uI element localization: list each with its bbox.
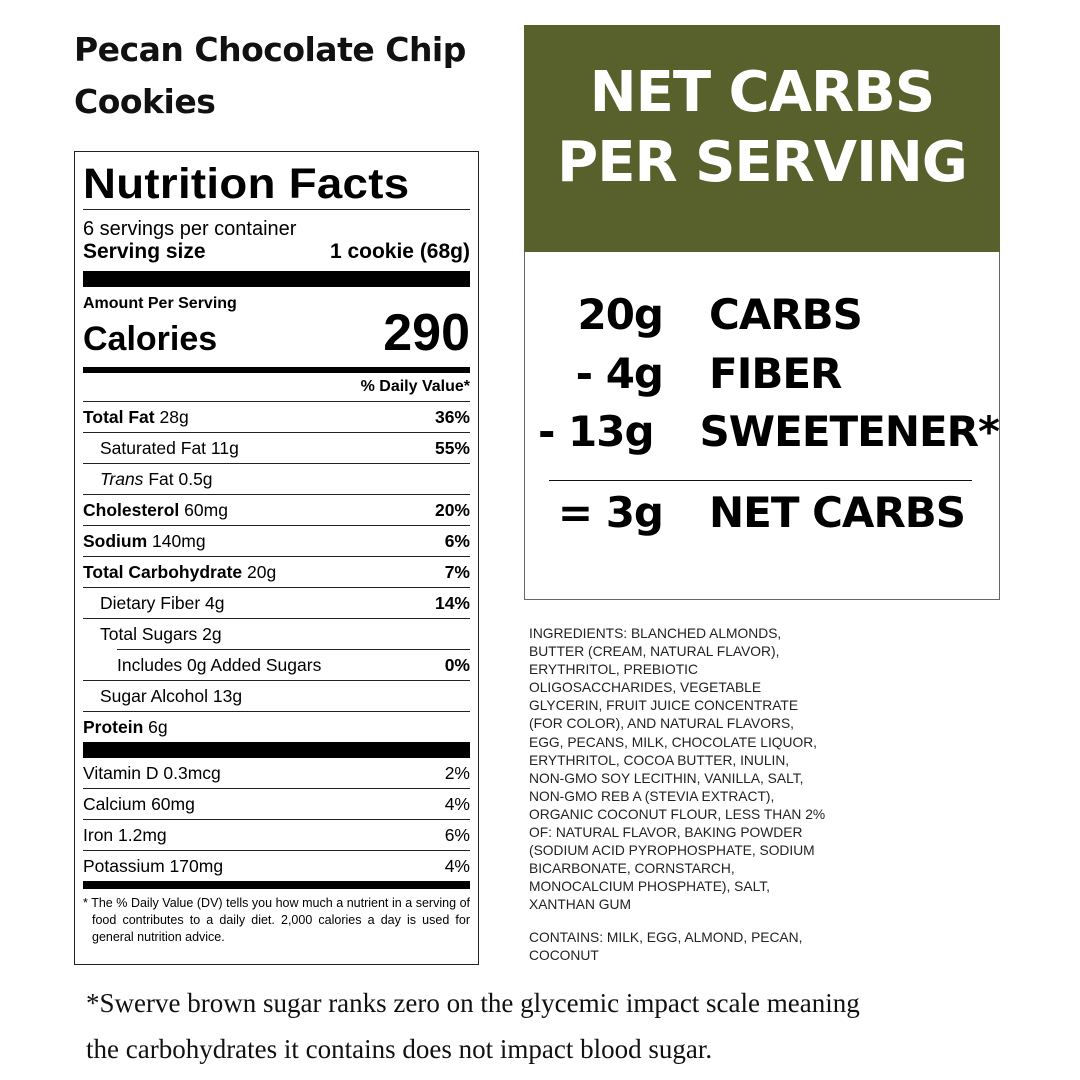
nutrient-name: Saturated Fat	[100, 437, 207, 458]
calories-label: Calories	[83, 320, 218, 358]
nutrient-name-italic: Trans	[100, 468, 144, 489]
vitamin-row	[83, 788, 470, 819]
servings-per-container: 6 servings per container	[83, 218, 297, 240]
nutrient-amount: 60mg	[184, 499, 228, 520]
nutrient-pct: 55%	[434, 437, 470, 458]
nutrient-row-added-sugars	[117, 649, 470, 680]
nutrient-name: Total Sugars	[100, 623, 198, 644]
nutrient-pct: 14%	[434, 592, 470, 613]
ingredients-line: XANTHAN GUM	[529, 897, 631, 913]
serving-size-label: Serving size	[83, 240, 206, 263]
nutrient-name: Sodium	[83, 530, 148, 551]
serving-size-value: 1 cookie (68g)	[329, 240, 470, 263]
ingredients-line: OLIGOSACCHARIDES, VEGETABLE	[529, 680, 762, 696]
nutrient-row-total-carbohydrate	[83, 556, 470, 587]
nutrient-row-trans-fat	[83, 463, 470, 494]
serving-size-row	[83, 240, 470, 264]
net-carbs-label: FIBER	[709, 349, 842, 398]
vitamin-pct: 4%	[444, 855, 470, 876]
net-carbs-header	[524, 25, 1000, 252]
ingredients-block	[529, 625, 874, 965]
nutrient-pct: 7%	[444, 561, 470, 582]
vitamin-pct: 6%	[444, 824, 470, 845]
nutrient-row-sugar-alcohol	[83, 680, 470, 711]
ingredients-line: (SODIUM ACID PYROPHOSPHATE, SODIUM	[529, 843, 815, 859]
nutrient-name: Cholesterol	[83, 499, 180, 520]
net-carbs-label: CARBS	[709, 290, 862, 339]
nutrient-pct: 20%	[434, 499, 470, 520]
ingredients-line: OF: NATURAL FLAVOR, BAKING POWDER	[529, 825, 803, 841]
nutrient-amount: 6g	[148, 716, 168, 737]
nutrient-amount: 20g	[247, 561, 277, 582]
nutrient-row-dietary-fiber	[83, 587, 470, 618]
nutrient-amount: 140mg	[152, 530, 206, 551]
net-carbs-divider	[549, 480, 972, 481]
net-carbs-line-carbs	[525, 290, 999, 339]
net-carbs-line-fiber	[525, 349, 999, 398]
net-carbs-amount: = 3g	[557, 488, 663, 537]
nutrient-name: Sugar Alcohol	[100, 685, 208, 706]
net-carbs-amount: - 13g	[537, 407, 654, 456]
vitamin-row	[83, 819, 470, 850]
ingredients-line: INGREDIENTS: BLANCHED ALMONDS,	[529, 626, 782, 641]
net-carbs-amount: 20g	[577, 290, 663, 339]
net-carbs-line-sweetener	[525, 407, 999, 456]
sweetener-footnote	[86, 980, 1006, 1072]
thick-divider	[83, 271, 470, 287]
calories-row	[83, 304, 470, 362]
net-carbs-label: NET CARBS	[709, 488, 966, 537]
vitamin-label: Potassium 170mg	[83, 855, 224, 876]
nutrient-pct: 36%	[434, 406, 470, 427]
sweetener-footnote-line: *Swerve brown sugar ranks zero on the glycemic impact scale meaning	[86, 988, 860, 1018]
vitamin-label: Vitamin D 0.3mcg	[83, 762, 221, 783]
net-carbs-calculation	[524, 252, 1000, 600]
vitamin-pct: 4%	[444, 793, 470, 814]
nutrient-pct: 6%	[444, 530, 470, 551]
nutrition-facts-panel	[74, 151, 479, 965]
allergen-contains	[529, 929, 874, 965]
nutrient-name: Fat	[148, 468, 174, 489]
ingredients-line: ERYTHRITOL, COCOA BUTTER, INULIN,	[529, 752, 790, 768]
ingredients-line: BICARBONATE, CORNSTARCH,	[529, 861, 735, 877]
net-carbs-header-line2: PER SERVING	[557, 130, 967, 195]
nutrient-name: Total Carbohydrate	[83, 561, 243, 582]
vitamin-row	[83, 758, 470, 788]
sweetener-footnote-line: the carbohydrates it contains does not impact blood sugar.	[86, 1034, 713, 1064]
nutrient-row-sodium	[83, 525, 470, 556]
nutrient-amount: 28g	[159, 406, 189, 427]
medium-divider	[83, 881, 470, 889]
nutrient-amount: 2g	[202, 623, 222, 644]
net-carbs-amount: - 4g	[575, 349, 663, 398]
ingredients-line: ERYTHRITOL, PREBIOTIC	[529, 662, 698, 678]
net-carbs-header-line1: NET CARBS	[589, 60, 935, 125]
nutrient-amount: 13g	[212, 685, 243, 706]
ingredients-line: (FOR COLOR), AND NATURAL FLAVORS,	[529, 716, 794, 732]
vitamin-pct: 2%	[444, 762, 470, 783]
nutrient-name: Includes 0g Added Sugars	[117, 654, 322, 675]
vitamin-row	[83, 850, 470, 881]
nutrient-row-cholesterol	[83, 494, 470, 525]
ingredients-line: EGG, PECANS, MILK, CHOCOLATE LIQUOR,	[529, 734, 818, 750]
vitamin-label: Calcium 60mg	[83, 793, 195, 814]
nutrient-row-total-fat	[83, 401, 470, 432]
nutrient-amount: 4g	[205, 592, 225, 613]
nutrient-row-total-sugars	[83, 618, 470, 649]
nutrient-name: Dietary Fiber	[100, 592, 201, 613]
divider	[83, 209, 470, 210]
ingredients-line: NON-GMO SOY LECITHIN, VANILLA, SALT,	[529, 770, 804, 786]
daily-value-footnote: * The % Daily Value (DV) tells you how much a nutrient in a serving of food contributes to a daily diet. 2,000 calories a day is used for general nutrition advice.	[83, 896, 470, 944]
calories-value: 290	[383, 304, 470, 362]
daily-value-header: % Daily Value*	[360, 378, 470, 395]
ingredients-line: BUTTER (CREAM, NATURAL FLAVOR),	[529, 644, 780, 660]
product-title: Pecan Chocolate Chip Cookies	[74, 30, 466, 121]
ingredients-line: NON-GMO REB A (STEVIA EXTRACT),	[529, 788, 775, 804]
nutrient-name: Total Fat	[83, 406, 155, 427]
nutrient-row-protein	[83, 711, 470, 742]
amount-per-serving: Amount Per Serving	[83, 295, 237, 312]
nutrient-row-saturated-fat	[83, 432, 470, 463]
nutrient-amount: 11g	[210, 437, 239, 458]
nutrient-pct: 0%	[444, 654, 470, 675]
nutrient-name: Protein	[83, 716, 144, 737]
contains-line: COCONUT	[529, 947, 599, 963]
nutrition-facts-title: Nutrition Facts	[83, 160, 410, 208]
contains-line: CONTAINS: MILK, EGG, ALMOND, PECAN,	[529, 929, 803, 945]
vitamin-label: Iron 1.2mg	[83, 824, 167, 845]
net-carbs-line-total	[525, 488, 999, 537]
nutrient-amount: 0.5g	[178, 468, 213, 489]
ingredients-line: MONOCALCIUM PHOSPHATE), SALT,	[529, 879, 770, 895]
ingredients-line: GLYCERIN, FRUIT JUICE CONCENTRATE	[529, 698, 799, 714]
ingredients-line: ORGANIC COCONUT FLOUR, LESS THAN 2%	[529, 806, 826, 822]
thick-divider	[83, 742, 470, 758]
net-carbs-label: SWEETENER*	[699, 407, 999, 456]
